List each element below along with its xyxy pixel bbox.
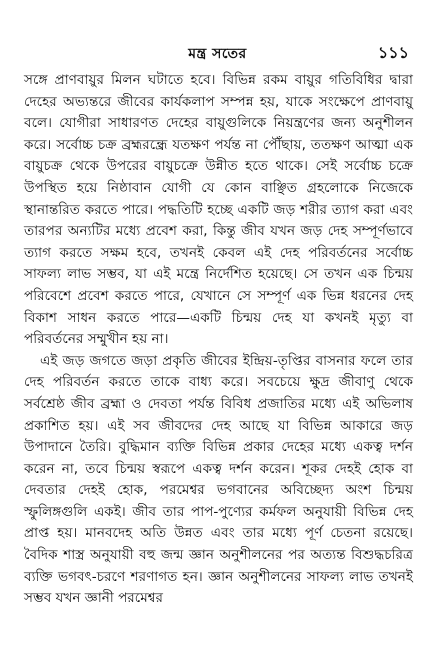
- running-title: মন্ত্র সতের: [188, 46, 247, 62]
- page-number: ১১১: [377, 43, 409, 62]
- paragraph-2: এই জড় জগতে জড়া প্রকৃতি জীবের ইন্দ্রিয়-তৃপ্তির বাসনার ফলে তার দেহ পরিবর্তন করতে তাকে বাধ্য করে। সবচেয়ে ক্ষুদ্র জীবাণু থেকে সর্বশ্রেষ্ঠ জীব ব্রহ্মা ও দেবতা পর্যন্ত বিবিধ প্রজাতির মধ্যে এই অভিলাষ প্রকাশিত হয়। এই সব জীবদের দেহ আছে যা বিভিন্ন আকারে জড় উপাদানে তৈরি। বুদ্ধিমান ব্যক্তি বিভিন্ন প্রকার দেহের মধ্যে একত্ব দর্শন করেন না, তবে চিন্ময় স্বরূপে একত্ব দর্শন করেন। শূকর দেহই হোক বা দেবতার দেহই হোক, পরমেশ্বর ভগবানের অবিচ্ছেদ্য অংশ চিন্ময় স্ফুলিঙ্গগুলি একই। জীব তার পাপ-পুণ্যের কর্মফল অনুযায়ী বিভিন্ন দেহ প্রাপ্ত হয়। মানবদেহ অতি উন্নত এবং তার মধ্যে পূর্ণ চেতনা রয়েছে। বৈদিক শাস্ত্র অনুযায়ী বহু জন্ম জ্ঞান অনুশীলনের পর অত্যন্ত বিশুদ্ধচরিত্র ব্যক্তি ভগবৎ-চরণে শরণাগত হন। জ্ঞান অনুশীলনের সাফল্য লাভ তখনই সম্ভব যখন জ্ঞানী পরমেশ্বর: [24, 352, 413, 607]
- body-text: [24, 70, 413, 610]
- paragraph-1: সঙ্গে প্রাণবায়ুর মিলন ঘটাতে হবে। বিভিন্ন রকম বায়ুর গতিবিধির দ্বারা দেহের অভ্যন্তরে জীবের কার্যকলাপ সম্পন্ন হয়, যাকে সংক্ষেপে প্রাণবায়ু বলে। যোগীরা সাধারণত দেহের বায়ুগুলিকে নিয়ন্ত্রণের জন্য অনুশীলন করে। সর্বোচ্চ চক্র ব্রহ্মরন্ধ্রে যতক্ষণ পর্যন্ত না পৌঁছায়, ততক্ষণ আত্মা এক বায়ুচক্র থেকে উপরের বায়ুচক্রে উন্নীত হতে থাকে। সেই সর্বোচ্চ চক্রে উপস্থিত হয়ে নিষ্ঠাবান যোগী যে কোন বাঞ্ছিত গ্রহলোকে নিজেকে স্থানান্তরিত করতে পারে। পদ্ধতিটি হচ্ছে একটি জড় শরীর ত্যাগ করা এবং তারপর অন্যটির মধ্যে প্রবেশ করা, কিন্তু জীব যখন জড় দেহ সম্পূর্ণভাবে ত্যাগ করতে সক্ষম হবে, তখনই কেবল এই দেহ পরিবর্তনের সর্বোচ্চ সাফল্য লাভ সম্ভব, যা এই মন্ত্রে নির্দেশিত হয়েছে। সে তখন এক চিন্ময় পরিবেশে প্রবেশ করতে পারে, যেখানে সে সম্পূর্ণ এক ভিন্ন ধরনের দেহ বিকাশ সাধন করতে পারে—একটি চিন্ময় দেহ যা কখনই মৃত্যু বা পরিবর্তনের সম্মুখীন হয় না।: [24, 72, 413, 348]
- page-header: [0, 40, 435, 68]
